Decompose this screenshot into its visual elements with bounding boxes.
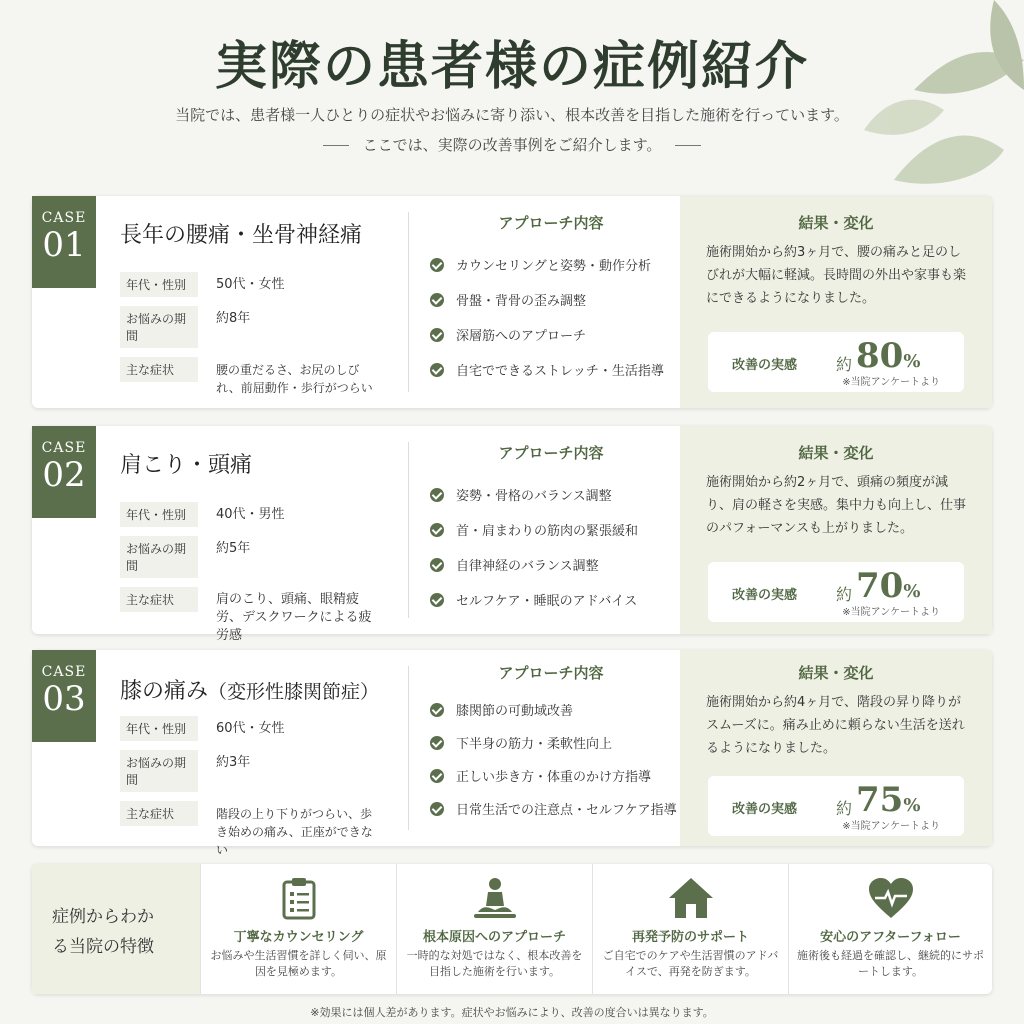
rate-label: 改善の実感 — [732, 588, 798, 603]
intro-text: 当院では、患者様一人ひとりの症状やお悩みに寄り添い、根本改善を目指した施術を行っています。 — [175, 106, 849, 124]
symptoms-value: 階段の上り下りがつらい、歩き始めの痛み、正座ができない — [216, 807, 373, 857]
approach-section — [422, 650, 680, 825]
case-info — [120, 502, 410, 654]
approach-item: 正しい歩き方・体重のかけ方指導 — [422, 759, 680, 792]
approach-item: 骨盤・背骨の歪み調整 — [422, 282, 680, 317]
age-gender-value: 50代・女性 — [216, 277, 285, 292]
approach-item: 自宅でできるストレッチ・生活指導 — [422, 352, 680, 387]
check-icon — [430, 523, 444, 537]
heart-pulse-icon — [867, 876, 915, 920]
check-icon — [430, 769, 444, 783]
rate-label: 改善の実感 — [732, 802, 798, 817]
check-icon — [430, 802, 444, 816]
divider-dash — [323, 145, 349, 146]
case-badge: CASE 03 — [32, 650, 96, 742]
approach-item: 首・肩まわりの筋肉の緊張緩和 — [422, 512, 680, 547]
approach-item: セルフケア・睡眠のアドバイス — [422, 582, 680, 617]
approach-section — [422, 196, 680, 387]
info-label: 主な症状 — [120, 587, 198, 612]
rate-box — [708, 562, 964, 622]
approach-item: 自律神経のバランス調整 — [422, 547, 680, 582]
info-label: 主な症状 — [120, 357, 198, 382]
case-info — [120, 716, 410, 868]
approach-item: カウンセリングと姿勢・動作分析 — [422, 247, 680, 282]
features-panel — [32, 864, 992, 994]
feature-aftercare: 安心のアフターフォロー 施術後も経過を確認し、継続的にサポートします。 — [788, 864, 992, 994]
divider-dash — [675, 145, 701, 146]
feature-root-cause: 根本原因へのアプローチ 一時的な対処ではなく、根本改善を目指した施術を行います。 — [396, 864, 592, 994]
result-text: 施術開始から約3ヶ月で、腰の痛みと足のしびれが大幅に軽減。長時間の外出や家事も楽にできるようになりました。 — [706, 245, 967, 306]
result-heading: 結果・変化 — [798, 444, 874, 462]
info-label: 主な症状 — [120, 801, 198, 826]
case-card-01 — [32, 196, 992, 408]
age-gender-value: 60代・女性 — [216, 721, 285, 736]
rate-box — [708, 776, 964, 836]
rate-note: ※当院アンケートより — [842, 377, 940, 388]
case-card-03 — [32, 650, 992, 857]
symptoms-value: 腰の重だるさ、お尻のしびれ、前屈動作・歩行がつらい — [216, 363, 373, 395]
rate-note: ※当院アンケートより — [842, 607, 940, 618]
result-text: 施術開始から約2ヶ月で、頭痛の頻度が減り、肩の軽さを実感。集中力も向上し、仕事のパフォーマンスも上がりました。 — [706, 475, 967, 536]
case-badge: CASE 02 — [32, 426, 96, 518]
case-title: 肩こり・頭痛 — [120, 453, 253, 478]
check-icon — [430, 328, 444, 342]
approach-item: 深層筋へのアプローチ — [422, 317, 680, 352]
rate-box — [708, 332, 964, 392]
rate-label: 改善の実感 — [732, 358, 798, 373]
check-icon — [430, 593, 444, 607]
info-label: 年代・性別 — [120, 272, 198, 297]
info-label: お悩みの期間 — [120, 306, 198, 348]
duration-value: 約8年 — [216, 311, 251, 326]
approach-item: 姿勢・骨格のバランス調整 — [422, 477, 680, 512]
symptoms-value: 肩のこり、頭痛、眼精疲労、デスクワークによる疲労感 — [216, 592, 372, 643]
house-icon — [667, 876, 715, 920]
check-icon — [430, 293, 444, 307]
features-heading: 症例からわかる当院の特徴 — [32, 864, 200, 994]
check-icon — [430, 558, 444, 572]
info-label: お悩みの期間 — [120, 536, 198, 578]
age-gender-value: 40代・男性 — [216, 507, 285, 522]
clipboard-icon — [279, 876, 319, 920]
rate-approx: 約 — [836, 585, 853, 604]
approach-section — [422, 426, 680, 617]
result-heading: 結果・変化 — [798, 214, 874, 232]
rate-approx: 約 — [836, 355, 853, 374]
case-info — [120, 272, 410, 406]
check-icon — [430, 703, 444, 717]
approach-heading: アプローチ内容 — [498, 214, 604, 232]
case-badge: CASE 01 — [32, 196, 96, 288]
column-divider — [408, 442, 409, 618]
case-title: 長年の腰痛・坐骨神経痛 — [120, 223, 363, 248]
rate-value: 75% — [856, 780, 921, 820]
rate-value: 70% — [856, 566, 921, 606]
approach-item: 日常生活での注意点・セルフケア指導 — [422, 792, 680, 825]
approach-item: 膝関節の可動域改善 — [422, 693, 680, 726]
check-icon — [430, 736, 444, 750]
case-title: 膝の痛み（変形性膝関節症） — [120, 679, 380, 704]
feature-counseling: 丁寧なカウンセリング お悩みや生活習慣を詳しく伺い、原因を見極めます。 — [200, 864, 396, 994]
rate-approx: 約 — [836, 799, 853, 818]
approach-heading: アプローチ内容 — [498, 444, 604, 462]
duration-value: 約5年 — [216, 541, 251, 556]
footnote: ※効果には個人差があります。症状やお悩みにより、改善の度合いは異なります。 — [310, 1006, 714, 1019]
approach-heading: アプローチ内容 — [498, 664, 604, 682]
approach-item: 下半身の筋力・柔軟性向上 — [422, 726, 680, 759]
case-card-02 — [32, 426, 992, 643]
page-title: 実際の患者様の症例紹介 — [214, 36, 809, 97]
intro-subtext: ここでは、実際の改善事例をご紹介します。 — [0, 134, 1024, 155]
rate-note: ※当院アンケートより — [842, 821, 940, 832]
column-divider — [408, 212, 409, 392]
result-heading: 結果・変化 — [798, 664, 874, 682]
info-label: 年代・性別 — [120, 716, 198, 741]
check-icon — [430, 363, 444, 377]
result-section — [680, 196, 992, 408]
result-text: 施術開始から約4ヶ月で、階段の昇り降りがスムーズに。痛み止めに頼らない生活を送れるようになりました。 — [706, 695, 965, 756]
duration-value: 約3年 — [216, 755, 251, 770]
check-icon — [430, 488, 444, 502]
rate-value: 80% — [856, 336, 921, 376]
check-icon — [430, 258, 444, 272]
column-divider — [408, 666, 409, 830]
meditation-icon — [472, 876, 518, 920]
feature-prevention: 再発予防のサポート ご自宅でのケアや生活習慣のアドバイスで、再発を防ぎます。 — [592, 864, 788, 994]
result-section — [680, 426, 992, 634]
result-section — [680, 650, 992, 846]
info-label: 年代・性別 — [120, 502, 198, 527]
info-label: お悩みの期間 — [120, 750, 198, 792]
